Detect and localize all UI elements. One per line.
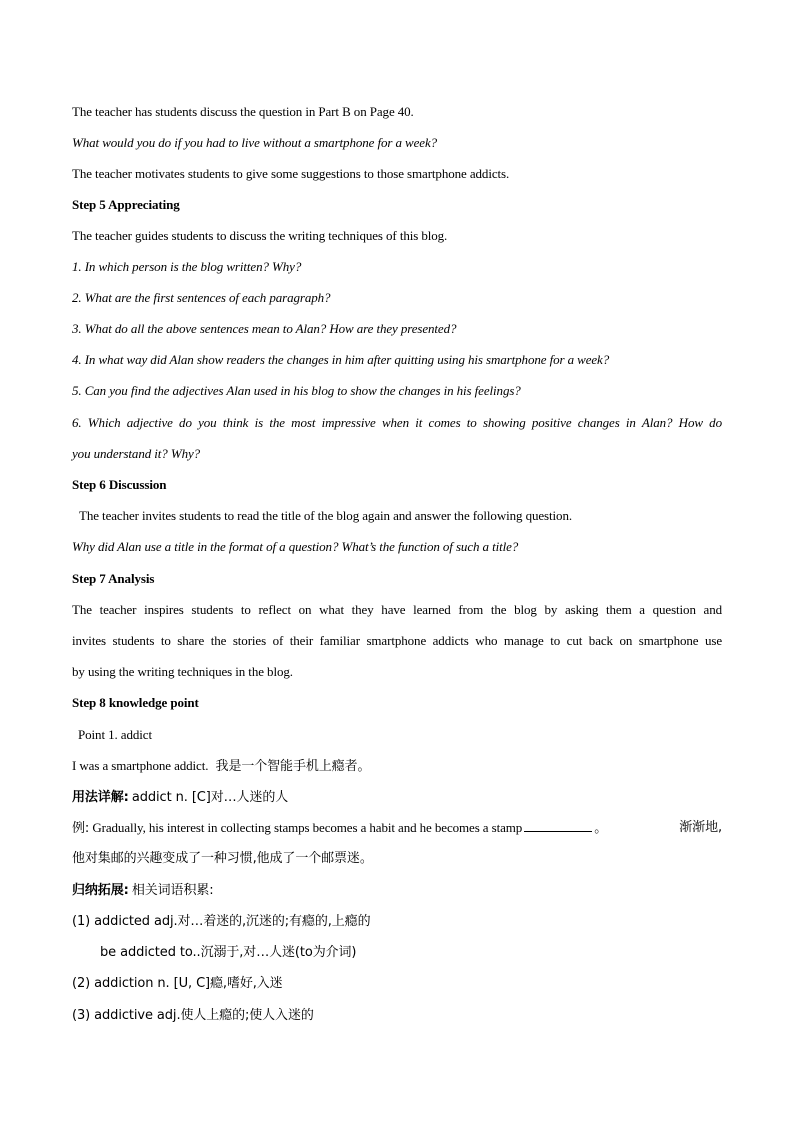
example-period: 。 xyxy=(594,821,608,836)
paragraph-part-b: The teacher has students discuss the question in Part B on Page 40. xyxy=(72,104,414,119)
example-sentence xyxy=(72,757,722,776)
example-sentence-zh: 我是一个智能手机上瘾者。 xyxy=(215,759,371,774)
usage-detail xyxy=(72,788,722,807)
item-addicted-to: be addicted to..沉溺于,对…人迷(to为介词) xyxy=(100,945,357,960)
item-addictive: (3) addictive adj.使人上瘾的;使人入迷的 xyxy=(72,1008,314,1023)
step8-heading: Step 8 knowledge point xyxy=(72,695,199,710)
step6-question: Why did Alan use a title in the format of a question? What’s the function of such a title? xyxy=(72,539,519,554)
question-6-line-2: you understand it? Why? xyxy=(72,446,201,461)
summary-heading xyxy=(72,881,722,900)
item-addiction: (2) addiction n. [U, C]瘾,嗜好,入迷 xyxy=(72,976,283,991)
step7-line-3: by using the writing techniques in the blog. xyxy=(72,664,293,679)
summary-text: 相关词语积累: xyxy=(131,883,214,898)
point-1-label: Point 1. addict xyxy=(78,727,152,742)
question-3: 3. What do all the above sentences mean to Alan? How are they presented? xyxy=(72,321,457,336)
step7-line-1: The teacher inspires students to reflect on what they have learned from the blog by asking them a question and xyxy=(72,602,722,617)
example-translation-start: 渐渐地, xyxy=(679,820,722,835)
step5-heading: Step 5 Appreciating xyxy=(72,197,180,212)
usage-label: 用法详解: xyxy=(72,790,129,805)
usage-text: addict n. [C]对…人迷的人 xyxy=(131,790,289,805)
example-line-1 xyxy=(72,819,722,838)
summary-label: 归纳拓展: xyxy=(72,883,129,898)
item-addicted: (1) addicted adj.对…着迷的,沉迷的;有瘾的,上瘾的 xyxy=(72,914,371,929)
question-4: 4. In what way did Alan show readers the changes in him after quitting using his smartphone for a week? xyxy=(72,352,610,367)
question-1: 1. In which person is the blog written? Why? xyxy=(72,259,302,274)
question-live-without-smartphone: What would you do if you had to live without a smartphone for a week? xyxy=(72,135,438,150)
example-translation: 他对集邮的兴趣变成了一种习惯,他成了一个邮票迷。 xyxy=(72,851,373,866)
step6-heading: Step 6 Discussion xyxy=(72,477,167,492)
question-6-line-1: 6. Which adjective do you think is the most impressive when it comes to showing positive changes in Alan? How do xyxy=(72,415,722,430)
step5-text: The teacher guides students to discuss the writing techniques of this blog. xyxy=(72,228,448,243)
question-2: 2. What are the first sentences of each paragraph? xyxy=(72,290,331,305)
paragraph-suggestions: The teacher motivates students to give some suggestions to those smartphone addicts. xyxy=(72,166,510,181)
example-sentence-en: I was a smartphone addict. xyxy=(72,758,209,773)
fill-in-blank xyxy=(524,819,592,832)
step7-line-2: invites students to share the stories of their familiar smartphone addicts who manage to cut back on smartphone use xyxy=(72,633,722,648)
step7-heading: Step 7 Analysis xyxy=(72,571,155,586)
example-label: 例: xyxy=(72,821,90,836)
question-5: 5. Can you find the adjectives Alan used in his blog to show the changes in his feelings? xyxy=(72,383,521,398)
example-text-en: Gradually, his interest in collecting stamps becomes a habit and he becomes a stamp xyxy=(92,820,523,835)
step6-text: The teacher invites students to read the title of the blog again and answer the following question. xyxy=(79,508,572,523)
